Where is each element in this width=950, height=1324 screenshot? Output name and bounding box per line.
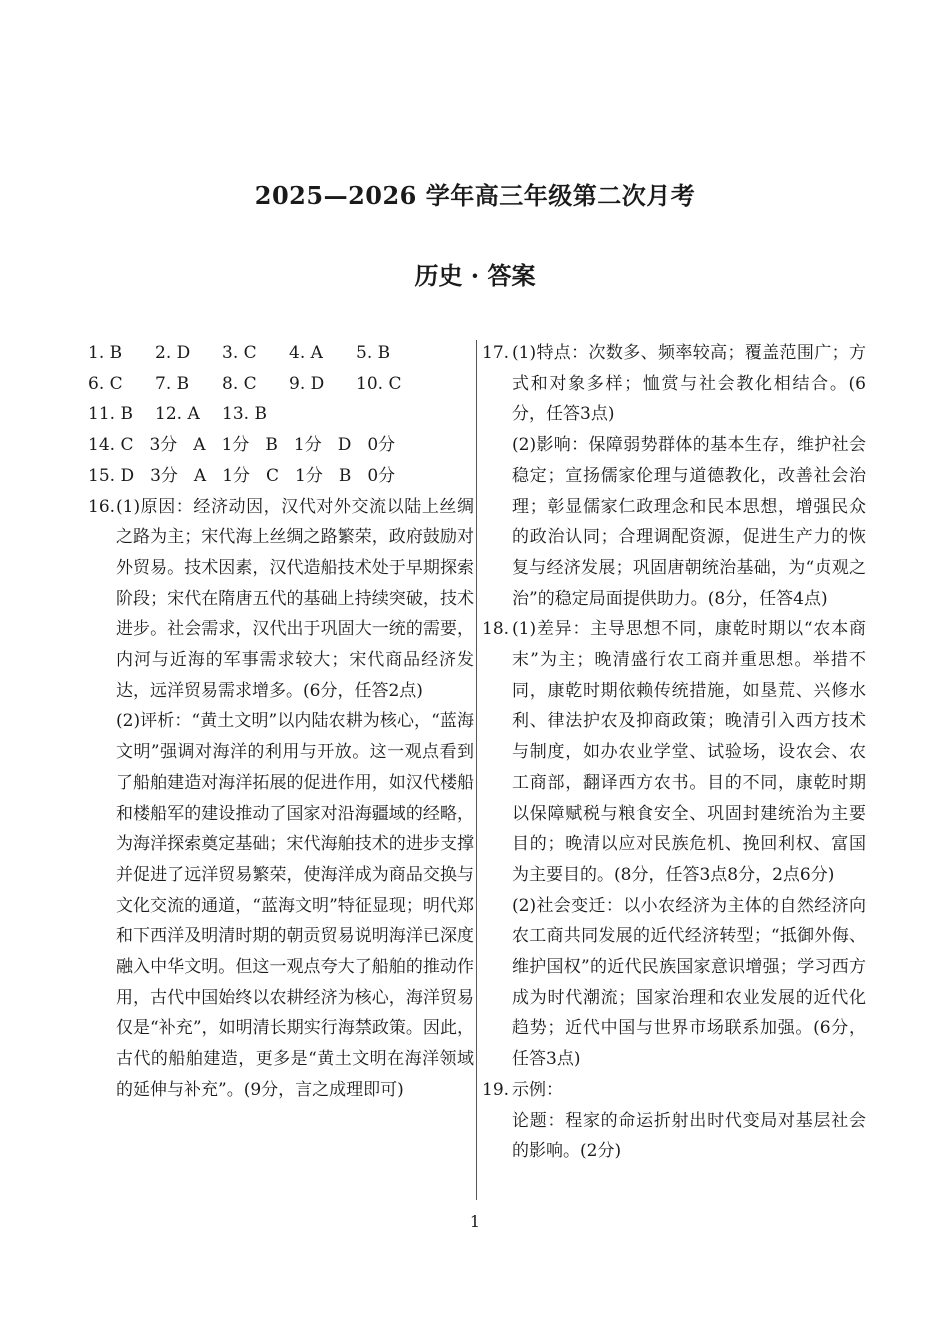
mc-answer: 13. B — [222, 404, 267, 425]
mc-answer: 2. D — [155, 343, 191, 363]
score-cell: 1分 — [295, 465, 323, 486]
mc-answer: 11. B — [88, 404, 133, 425]
score-cell: D — [337, 435, 352, 456]
score-cell: A — [193, 435, 206, 456]
mc-answer: 9. D — [289, 373, 325, 394]
answer-paragraph: (2)评析：“黄土文明”以内陆农耕为核心，“蓝海文明”强调对海洋的利用与开放。这一观点看到了船舶建造对海洋拓展的促进作用，如汉代楼船和楼船军的建设推动了国家对沿海疆域的经略，为海洋探索奠定基础；宋代海舶技术的进步支撑并促进了远洋贸易繁荣，使海洋成为商品交换与文化交流的通道，“蓝海文明”特征显现；明代郑和下西洋及明清时期的朝贡贸易说明海洋已深度融入中华文明。但这一观点夸大了船舶的推动作用，古代中国始终以农耕经济为核心，海洋贸易仅是“补充”，如明清长期实行海禁政策。因此，古代的船舶建造，更多是“黄土文明在海洋领域的延伸与补充”。(9分，言之成理即可) — [116, 711, 474, 1100]
mc-answer: 1. B — [88, 343, 123, 363]
score-cell: 0分 — [367, 435, 396, 456]
answer-paragraph: (2)影响：保障弱势群体的基本生存，维护社会稳定；宣扬儒家伦理与道德教化，改善社会治理；彰显儒家仁政理念和民本思想，增强民众的政治认同；合理调配资源，促进生产力的恢复与经济发展；巩固唐朝统治基础，为“贞观之治”的稳定局面提供助力。(8分，任答4点) — [512, 435, 866, 609]
score-cell: 15. D — [88, 465, 135, 486]
question-16 — [88, 492, 474, 1106]
question-number: 17. — [482, 343, 510, 363]
answer-paragraph: 示例： — [512, 1079, 563, 1100]
mc-answer-row — [88, 338, 474, 369]
answer-paragraph: (1)差异：主导思想不同，康乾时期以“农本商末”为主；晚清盛行农工商并重思想。举措不同，康乾时期依赖传统措施，如垦荒、兴修水利、律法护农及抑商政策；晚清引入西方技术与制度，如办农业学堂、试验场，设农会、农工商部，翻译西方农书。目的不同，康乾时期以保障赋税与粮食安全、巩固封建统治为主要目的；晚清以应对民族危机、挽回利权、富国为主要目的。(8分，任答3点8分，2点6分) — [512, 619, 866, 885]
question-17 — [482, 338, 866, 614]
mc-answer-row — [88, 399, 474, 430]
answer-paragraph: (1)特点：次数多、频率较高；覆盖范围广；方式和对象多样；恤赏与社会教化相结合。(6分，任答3点) — [512, 343, 866, 425]
mc-answer: 5. B — [356, 343, 391, 363]
score-cell: A — [193, 465, 207, 486]
score-cell: 14. C — [88, 435, 134, 456]
score-cell: 3分 — [149, 435, 178, 456]
answer-paragraph: (1)原因：经济动因，汉代对外交流以陆上丝绸之路为主；宋代海上丝绸之路繁荣，政府鼓励对外贸易。技术因素，汉代造船技术处于早期探索阶段；宋代在隋唐五代的基础上持续突破，技术进步。社会需求，汉代出于巩固大一统的需要，内河与近海的军事需求较大；宋代商品经济发达，远洋贸易需求增多。(6分，任答2点) — [116, 496, 474, 701]
column-divider — [476, 340, 477, 1200]
score-cell: B — [338, 465, 352, 486]
score-cell: 1分 — [222, 465, 251, 486]
mc-answer: 8. C — [222, 373, 257, 394]
mc-answer: 10. C — [356, 373, 402, 394]
question-number: 16. — [88, 496, 116, 517]
right-column — [482, 338, 866, 1167]
page-subtitle: 历史 · 答案 — [414, 261, 536, 290]
page-number: 1 — [469, 1212, 481, 1231]
answer-paragraph: (2)社会变迁：以小农经济为主体的自然经济向农工商共同发展的近代经济转型；“抵御外侮、维护国权”的近代民族国家意识增强；学习西方成为时代潮流；国家治理和农业发展的近代化趋势；近代中国与世界市场联系加强。(6分，任答3点) — [512, 895, 866, 1070]
score-cell: 0分 — [367, 465, 396, 486]
score-cell: 1分 — [293, 435, 322, 456]
mc-answer: 12. A — [155, 404, 200, 425]
question-18 — [482, 614, 866, 1075]
question-19 — [482, 1075, 866, 1167]
score-cell: B — [265, 435, 278, 456]
score-cell: 3分 — [150, 465, 178, 486]
mc-answer: 6. C — [88, 373, 123, 394]
score-row — [88, 461, 474, 492]
score-cell: C — [266, 465, 280, 486]
mc-answer: 3. C — [222, 343, 257, 363]
mc-answer: 4. A — [289, 343, 323, 363]
answer-paragraph: 论题：程家的命运折射出时代变局对基层社会的影响。(2分) — [512, 1110, 866, 1162]
mc-answer: 7. B — [155, 373, 190, 394]
score-row — [88, 430, 474, 461]
question-number: 19. — [482, 1079, 510, 1100]
left-column — [88, 338, 474, 1106]
mc-answer-row — [88, 369, 474, 400]
score-cell: 1分 — [221, 435, 250, 456]
question-number: 18. — [482, 619, 510, 640]
page-title: 2025—2026 学年高三年级第二次月考 — [254, 181, 696, 210]
